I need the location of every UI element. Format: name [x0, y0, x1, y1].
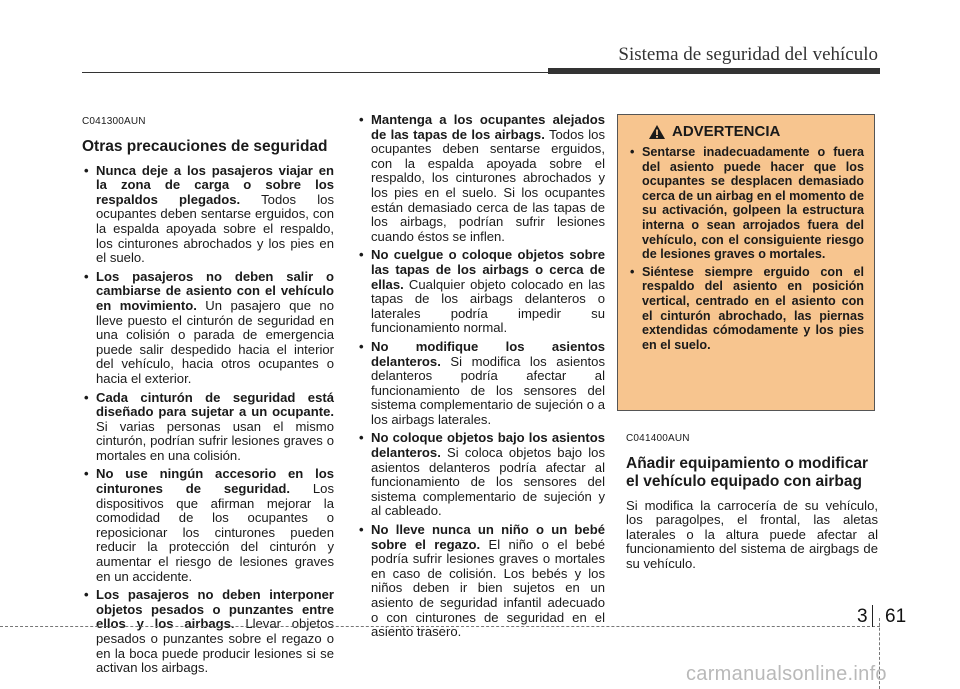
- list-item-text: Los dispositivos que afirman mejorar la comodidad de los ocupantes o reposicionar los cinturones pueden reducir la protección del cinturón y aumentar el riesgo de lesiones graves en un accidente.: [96, 481, 335, 584]
- list-item-bold: No modifique los asientos delanteros.: [371, 338, 605, 369]
- right-column: [626, 432, 878, 572]
- chapter-number: 3: [857, 606, 868, 627]
- page-header-title: Sistema de seguridad del vehículo: [618, 44, 878, 65]
- warning-box: [617, 114, 875, 411]
- list-item-bold: No cuelgue o coloque objetos sobre las tapas de los airbags o cerca de ellas.: [371, 247, 605, 292]
- list-item: [357, 340, 605, 428]
- list-item-text: El niño o el bebé podría sufrir lesiones graves o mortales en caso de colisión. Los bebés y los niños deben ir bien sujetos en un asiento de seguridad infantil adecuado o con cinturones de seguridad en el asiento trasero.: [371, 536, 605, 640]
- list-item: [82, 467, 334, 584]
- list-item-bold: No lleve nunca un niño o un bebé sobre el regazo.: [371, 522, 605, 552]
- watermark: carmanualsonline.info: [686, 663, 887, 685]
- section-code: C041300AUN: [82, 116, 146, 127]
- section-title: Añadir equipamiento o modificar el vehículo equipado con airbag: [626, 454, 868, 490]
- precautions-list: [82, 164, 334, 676]
- warning-header: [648, 123, 864, 141]
- list-item-text: Cualquier objeto colocado en las tapas de los airbags delanteros o laterales podría impedir su funcionamiento normal.: [371, 276, 605, 336]
- precautions-list-continued: [357, 113, 605, 640]
- list-item: [82, 588, 334, 676]
- list-item-text: Llevar objetos pesados o punzantes sobre el regazo o en la boca puede producir lesiones si se activan los airbags.: [96, 616, 334, 676]
- list-item: [82, 164, 334, 266]
- list-item-bold: No coloque objetos bajo los asientos delanteros.: [371, 430, 605, 461]
- left-column: [82, 115, 334, 680]
- section-paragraph: Si modifica la carrocería de su vehículo, los paragolpes, el frontal, las aletas laterales o la altura puede afectar al funcionamiento del sistema de airgbags de su vehículo.: [626, 497, 878, 571]
- list-item-text: Si modifica los asientos delanteros podría afectar al funcionamiento de los sensores del sistema complementario de sujeción o a los airbags laterales.: [371, 353, 605, 427]
- section-title: Otras precauciones de seguridad: [82, 137, 328, 155]
- list-item-text: Todos los ocupantes deben sentarse erguidos, con la espalda apoyada sobre el respaldo, los cinturones abrochados y los pies en el suelo. Si los ocupantes están demasiado cerca de las tapas de los airbags, podrían sufrir lesiones cuando éstos se inflen.: [371, 126, 605, 244]
- footer-divider: [0, 626, 880, 627]
- list-item-bold: No use ningún accesorio en los cinturones de seguridad.: [96, 466, 334, 497]
- warning-item: • Siéntese siempre erguido con el respaldo del asiento en posición vertical, centrado en el asiento con el cinturón abrochado, las piernas extendidas cómodamente y los pies en el suelo.: [628, 265, 864, 353]
- list-item: [82, 391, 334, 464]
- warning-title: ADVERTENCIA: [672, 123, 781, 140]
- warning-triangle-icon: [648, 124, 666, 140]
- list-item-bold: Los pasajeros no deben interponer objetos pesados o punzantes entre ellos y los airbags.: [96, 587, 334, 632]
- warning-item: • Sentarse inadecuadamente o fuera del asiento puede hacer que los ocupantes se desplacen demasiado cerca de un airbag en el momento de su activación, golpeen la estructura interna o sean arrojados fuera del vehículo, con el consiguiente riesgo de lesiones graves o mortales.: [628, 145, 864, 262]
- warning-list: [628, 145, 864, 352]
- list-item-text: Si coloca objetos bajo los asientos delanteros podría afectar al funcionamiento de los sensores del sistema complementario de sujeción y al cableado.: [371, 445, 605, 519]
- list-item: [82, 270, 334, 387]
- header-rule: [82, 72, 552, 73]
- list-item: [357, 431, 605, 519]
- list-item-bold: Nunca deje a los pasajeros viajar en la zona de carga o sobre los respaldos plegados.: [96, 162, 334, 207]
- list-item-bold: Cada cinturón de seguridad está diseñado para sujetar a un ocupante.: [96, 389, 334, 420]
- list-item: [357, 523, 605, 640]
- list-item-text: Un pasajero que no lleve puesto el cinturón de seguridad en una colisión o parada de emergencia puede salir despedido hacia el interior del vehículo, hacia otros ocupantes o hacia el exterior.: [96, 297, 334, 386]
- page-number: 61: [885, 606, 907, 627]
- list-item-bold: Los pasajeros no deben salir o cambiarse de asiento con el vehículo en movimiento.: [96, 268, 334, 313]
- list-item: [357, 113, 605, 244]
- list-item-bold: Mantenga a los ocupantes alejados de las tapas de los airbags.: [371, 112, 605, 142]
- list-item-text: Todos los ocupantes deben sentarse erguidos, con la espalda apoyada sobre el respaldo, los cinturones abrochados y los pies en el suelo.: [96, 191, 335, 266]
- page-number-separator: [872, 605, 873, 627]
- header-rule-accent: [548, 68, 880, 74]
- section-code: C041400AUN: [626, 433, 690, 444]
- list-item: [357, 248, 605, 336]
- middle-column: [357, 113, 605, 644]
- list-item-text: Si varias personas usan el mismo cinturón, podrían sufrir lesiones graves o mortales en una colisión.: [96, 418, 334, 463]
